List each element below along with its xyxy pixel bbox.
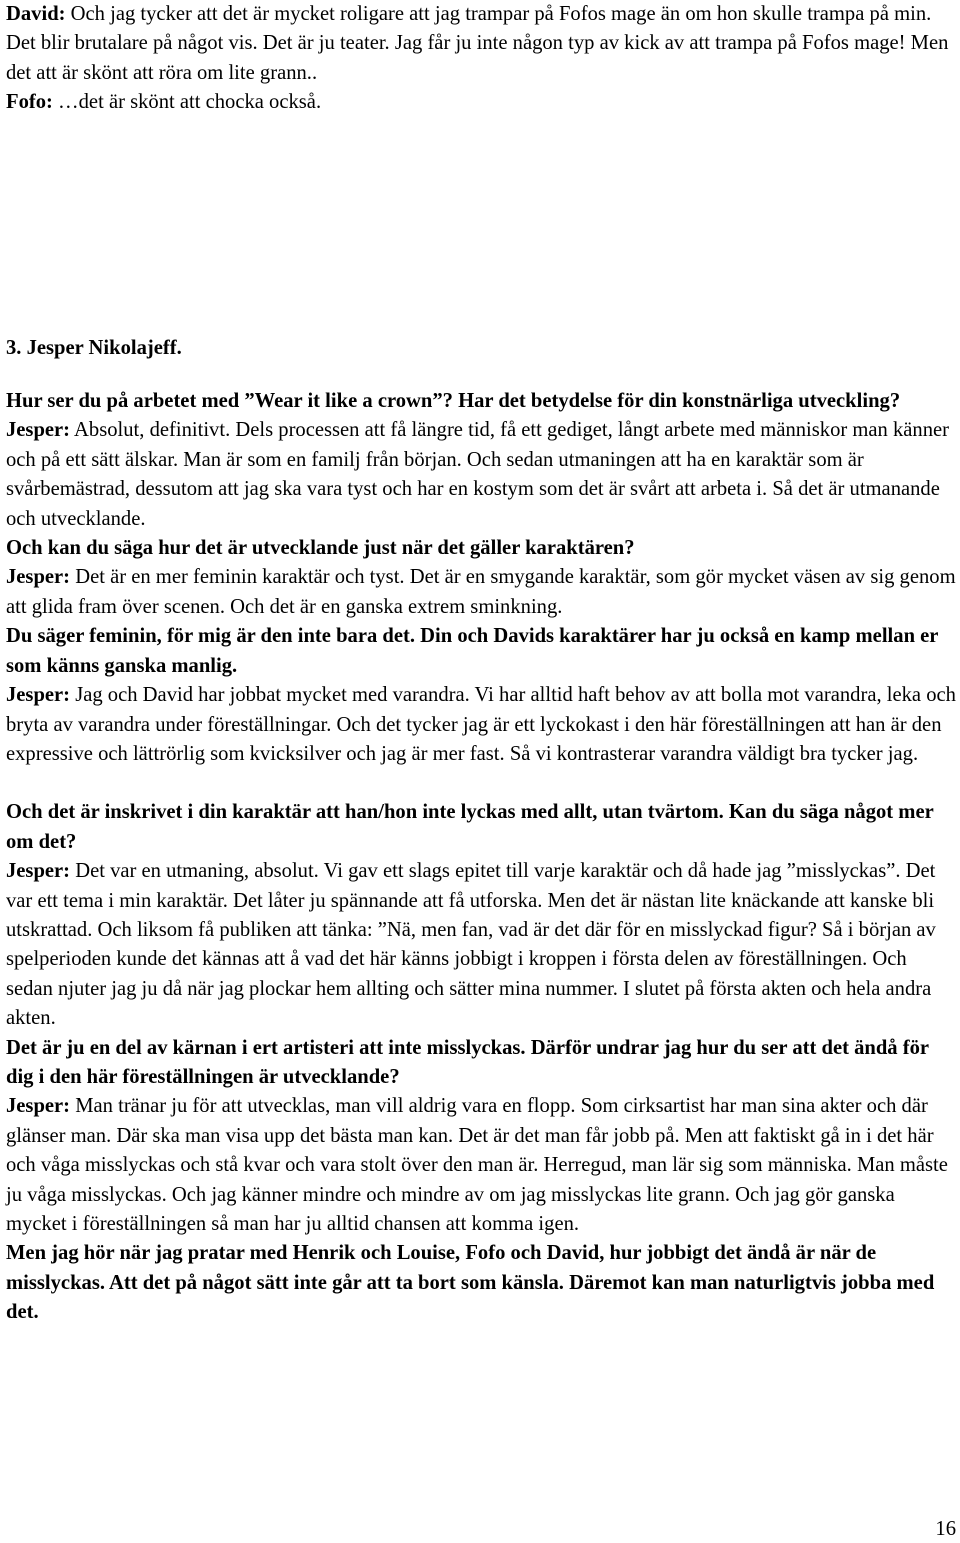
interview-answer bbox=[6, 857, 958, 1033]
answer-text: Jag och David har jobbat mycket med varandra. Vi har alltid haft behov av att bolla mot varandra, leka och bryta av varandra under föreställningar. Och det tycker jag är ett lyckokast i den här föreställningen att han är den expressive och lättrörlig som kvicksilver och jag är mer fast. Så vi kontrasterar varandra väldigt bra tycker jag. bbox=[6, 684, 956, 765]
answer-text: Man tränar ju för att utvecklas, man vill aldrig vara en flopp. Som cirksartist har man sina akter och där glänser man. Där ska man visa upp det bästa man kan. Det är det man får jobb på. Men att faktiskt gå in i det här och våga misslyckas och stå kvar och vara stolt över den man är. Herregud, man lär sig som människa. Man måste ju våga misslyckas. Och jag känner mindre och mindre av om jag misslyckas lite grann. Och jag gör ganska mycket i föreställningen så man har ju alltid chansen att komma igen. bbox=[6, 1095, 948, 1235]
closing-question: Men jag hör när jag pratar med Henrik och Louise, Fofo och David, hur jobbigt det ändå är när de misslyckas. Att det på något sätt inte går att ta bort som känsla. Däremot kan man naturligtvis jobba med det. bbox=[6, 1242, 935, 1324]
speaker-label: David: bbox=[6, 3, 66, 25]
interview-question: Och kan du säga hur det är utvecklande just när det gäller karaktären? bbox=[6, 537, 635, 560]
interview-question: Hur ser du på arbetet med ”Wear it like a crown”? Har det betydelse för din konstnärliga utveckling? bbox=[6, 390, 901, 413]
dialogue-text: …det är skönt att chocka också. bbox=[52, 91, 322, 114]
interview-answer bbox=[6, 681, 958, 769]
speaker-label: Jesper: bbox=[6, 684, 71, 707]
document-page bbox=[6, 0, 958, 1328]
answer-text: Absolut, definitivt. Dels processen att få längre tid, få ett gediget, långt arbete med människor man känner och på ett sätt älskar. Man är som en familj från början. Och sedan utmaningen att ha en karaktär som är svårbemästrad, dessutom att jag ska vara tyst och har en kostym som det är svårt att arbeta i. Så det är utmanande och utvecklande. bbox=[6, 419, 950, 530]
speaker-label: Jesper: bbox=[6, 566, 71, 589]
speaker-label: Jesper: bbox=[6, 419, 71, 442]
paragraph-spacer bbox=[6, 769, 958, 798]
interview-answer bbox=[6, 1092, 958, 1239]
interview-question: Du säger feminin, för mig är den inte bara det. Din och Davids karaktärer har ju också en kamp mellan er som känns ganska manlig. bbox=[6, 625, 939, 677]
answer-text: Det var en utmaning, absolut. Vi gav ett slags epitet till varje karaktär och då hade jag ”misslyckas”. Det var ett tema i min karaktär. Det låter ju spännande att få utforska. Men det är nästan lite knäckande att kanske bli utskrattad. Och liksom få publiken att tänka: ”Nä, men fan, vad är det där för en misslyckad figur? Så i början av spelperioden kunde det kännas att å vad det här känns jobbigt i kroppen i första delen av föreställningen. Och sedan njuter jag ju då när jag plockar hem allting och sätter mina nummer. I slutet på första akten och hela andra akten. bbox=[6, 860, 936, 1030]
interview-answer bbox=[6, 416, 958, 534]
interview-question: Det är ju en del av kärnan i ert artisteri att inte misslyckas. Därför undrar jag hur du ser att det ändå för dig i den här föreställningen är utvecklande? bbox=[6, 1036, 929, 1088]
interview-answer bbox=[6, 563, 958, 622]
page-number: 16 bbox=[935, 1518, 956, 1540]
speaker-label: Jesper: bbox=[6, 1095, 71, 1118]
heading-spacer bbox=[6, 363, 958, 387]
interview-question: Och det är inskrivet i din karaktär att han/hon inte lyckas med allt, utan tvärtom. Kan du säga något mer om det? bbox=[6, 801, 934, 853]
answer-text: Det är en mer feminin karaktär och tyst. Det är en smygande karaktär, som gör mycket väsen av sig genom att glida fram över scenen. Och det är en ganska extrem sminkning. bbox=[6, 566, 956, 618]
dialogue-text: Och jag tycker att det är mycket roligare att jag trampar på Fofos mage än om hon skulle trampa på min. Det blir brutalare på något vis. Det är ju teater. Jag får ju inte någon typ av kick av att trampa på Fofos mage! Men det att är skönt att röra om lite grann.. bbox=[6, 3, 949, 84]
dialogue-paragraph-david bbox=[6, 0, 958, 118]
section-heading: 3. Jesper Nikolajeff. bbox=[6, 336, 182, 359]
section-spacer bbox=[6, 118, 958, 334]
speaker-label: Fofo: bbox=[6, 91, 53, 114]
speaker-label: Jesper: bbox=[6, 860, 71, 883]
